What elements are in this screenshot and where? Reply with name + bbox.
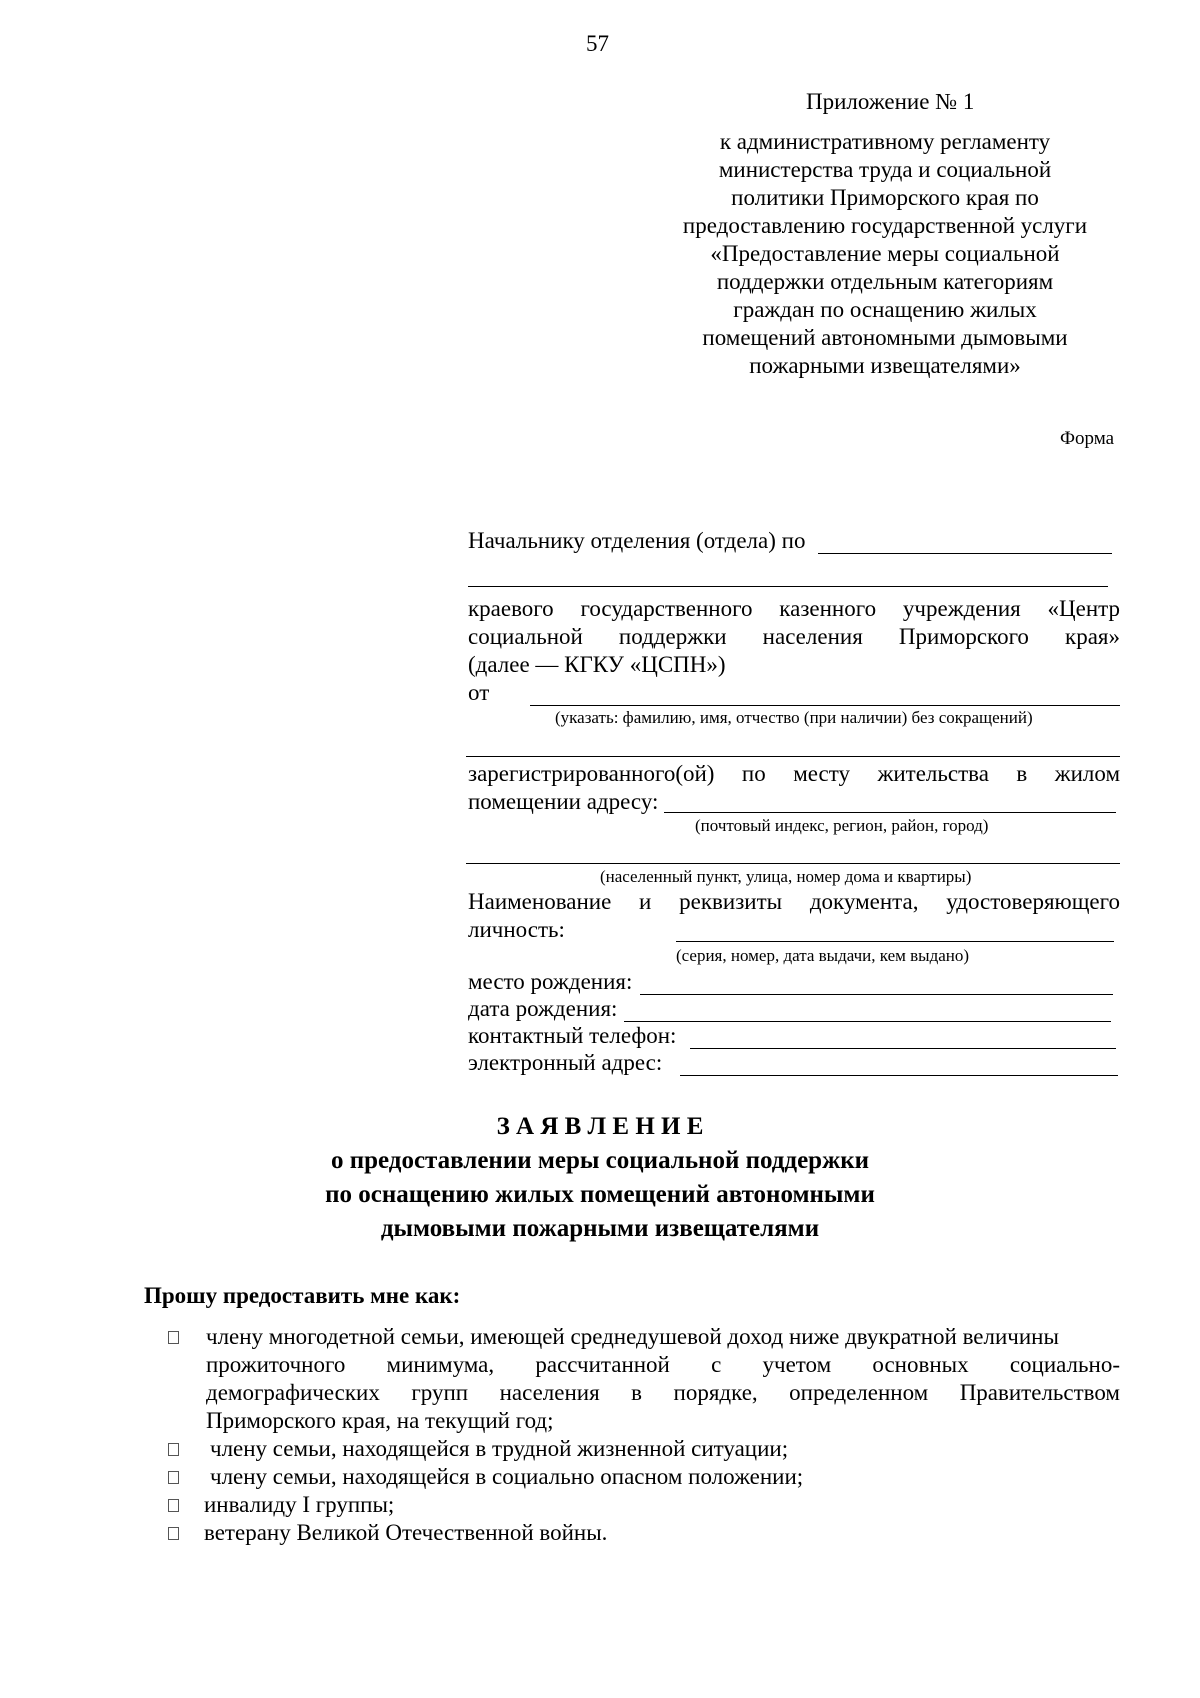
appendix-line: политики Приморского края по	[731, 185, 1039, 210]
option-3-label: члену семьи, находящейся в социально опасном положении;	[210, 1464, 804, 1489]
option-4-label: инвалиду I группы;	[204, 1492, 395, 1517]
option-1-line-4: Приморского края, на текущий год;	[206, 1408, 554, 1433]
id-doc-line-1: Наименование и реквизиты документа, удостоверяющего	[468, 889, 1120, 914]
id-doc-line-2: личность:	[468, 917, 565, 942]
address-hint-2: (населенный пункт, улица, номер дома и квартиры)	[600, 867, 972, 886]
appendix-line: предоставлению государственной услуги	[682, 213, 1088, 238]
phone-label: контактный телефон:	[468, 1023, 677, 1048]
email-field[interactable]	[680, 1075, 1118, 1076]
statement-title: З А Я В Л Е Н И Е	[496, 1113, 704, 1140]
option-5-label: ветерану Великой Отечественной войны.	[204, 1520, 608, 1545]
option-1-checkbox[interactable]	[168, 1331, 179, 1344]
address-hint-1: (почтовый индекс, регион, район, город)	[695, 816, 989, 835]
birth-date-field[interactable]	[624, 1021, 1111, 1022]
address-field-2[interactable]	[466, 863, 1120, 864]
institution-line-3: (далее — КГКУ «ЦСПН»)	[468, 652, 726, 677]
form-label: Форма	[1060, 428, 1115, 449]
page-number: 57	[586, 31, 609, 56]
id-doc-field[interactable]	[676, 941, 1114, 942]
registered-line-2: помещении адресу:	[468, 789, 659, 814]
registered-line-1: зарегистрированного(ой) по месту жительства в жилом	[468, 761, 1120, 786]
request-label: Прошу предоставить мне как:	[144, 1283, 461, 1308]
appendix-line: министерства труда и социальной	[718, 157, 1052, 182]
institution-line-1: краевого государственного казенного учреждения «Центр	[468, 596, 1120, 621]
option-3-checkbox[interactable]	[168, 1471, 179, 1484]
from-label: от	[468, 680, 490, 705]
birth-place-label: место рождения:	[468, 969, 633, 994]
appendix-line: граждан по оснащению жилых	[733, 297, 1037, 322]
option-1-line-1: члену многодетной семьи, имеющей среднедушевой доход ниже двукратной величины	[206, 1324, 1059, 1349]
to-head-field[interactable]	[818, 553, 1112, 554]
appendix-text	[650, 128, 1120, 380]
birth-place-field[interactable]	[640, 994, 1113, 995]
to-head-label: Начальнику отделения (отдела) по	[468, 528, 806, 553]
option-1-line-2: прожиточного минимума, рассчитанной с учетом основных социально-	[206, 1352, 1120, 1377]
option-2-checkbox[interactable]	[168, 1443, 179, 1456]
statement-subtitle-2: по оснащению жилых помещений автономными	[325, 1181, 875, 1208]
birth-date-label: дата рождения:	[468, 996, 618, 1021]
appendix-title: Приложение № 1	[806, 89, 975, 114]
phone-field[interactable]	[690, 1048, 1116, 1049]
from-hint: (указать: фамилию, имя, отчество (при наличии) без сокращений)	[555, 708, 1033, 727]
option-2-label: члену семьи, находящейся в трудной жизненной ситуации;	[210, 1436, 789, 1461]
email-label: электронный адрес:	[468, 1050, 663, 1075]
institution-line-2: социальной поддержки населения Приморского края»	[468, 624, 1120, 649]
option-5-checkbox[interactable]	[168, 1527, 179, 1540]
statement-subtitle-1: о предоставлении меры социальной поддержки	[330, 1147, 870, 1174]
appendix-line: к административному регламенту	[719, 129, 1051, 154]
option-4-checkbox[interactable]	[168, 1499, 179, 1512]
appendix-line: пожарными извещателями»	[749, 353, 1021, 378]
appendix-line: помещений автономными дымовыми	[702, 325, 1068, 350]
option-1-line-3: демографических групп населения в порядке, определенном Правительством	[206, 1380, 1120, 1405]
to-head-field-2[interactable]	[468, 586, 1108, 587]
appendix-line: поддержки отдельным категориям	[716, 269, 1054, 294]
statement-subtitle-3: дымовыми пожарными извещателями	[380, 1215, 820, 1242]
address-field[interactable]	[664, 812, 1116, 813]
from-field-2[interactable]	[466, 756, 1120, 757]
id-doc-hint: (серия, номер, дата выдачи, кем выдано)	[676, 946, 970, 965]
from-field[interactable]	[530, 705, 1120, 706]
appendix-line: «Предоставление меры социальной	[710, 241, 1060, 266]
